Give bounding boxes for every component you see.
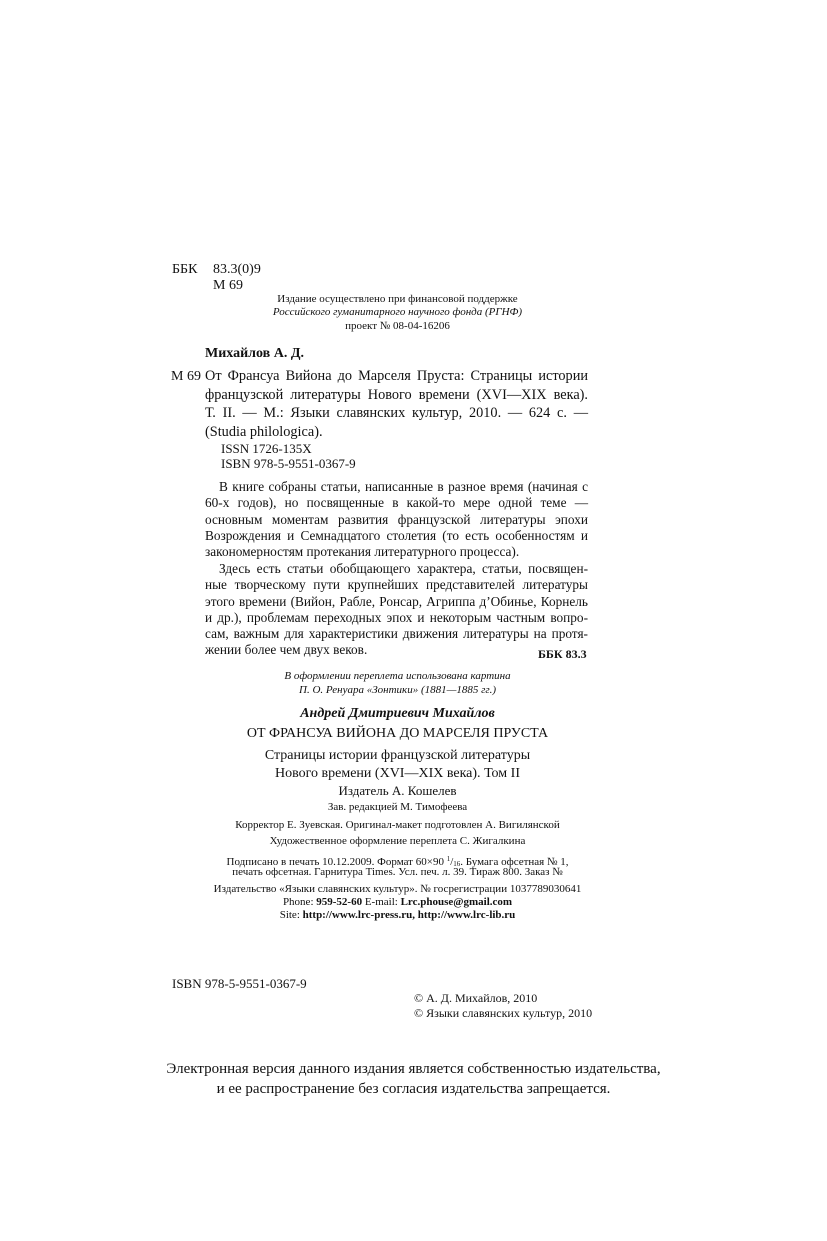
abstract-line: сам, важным для характеристики движения литературы на протя- (205, 626, 588, 642)
site-line (200, 908, 595, 922)
abstract-paragraph-2 (205, 561, 588, 659)
abstract-line: 60-х годов), но посвященные в какой-то мере одной теме — (205, 495, 588, 511)
catalog-line: Т. II. — М.: Языки славянских культур, 2010. — 624 с. — (205, 405, 588, 421)
abstract-line: и др.), проблемам переходных эпох и некоторым частным вопро- (205, 609, 588, 625)
author-heading: Михайлов А. Д. (205, 346, 304, 361)
cover-note-line-1: В оформлении переплета использована картина (284, 670, 511, 682)
catalog-line: французской литературы Нового времени (XVI—XIX века). (205, 386, 588, 403)
isbn: ISBN 978-5-9551-0367-9 (221, 456, 356, 471)
email-label: E-mail: (362, 896, 401, 908)
imprint-title: ОТ ФРАНСУА ВИЙОНА ДО МАРСЕЛЯ ПРУСТА (246, 726, 549, 741)
site-link-2[interactable]: http://www.lrc-lib.ru (417, 909, 516, 921)
fraction-separator: / (450, 856, 454, 868)
funding-line-3: проект № 08-04-16206 (345, 320, 450, 332)
proofreader: Корректор Е. Зуевская. Оригинал-макет подготовлен А. Вигилянской (235, 819, 560, 831)
volume: Том II (484, 766, 520, 781)
abstract-paragraph-1 (205, 479, 588, 560)
bbk-code: 83.3(0)9 (213, 262, 261, 277)
publishing-house: Издательство «Языки славянских культур». № госрегистрации 1037789030641 (213, 883, 582, 895)
site-label: Site: (279, 909, 303, 921)
catalog-mark: М 69 (171, 369, 201, 384)
abstract-line: закономерностям протекания литературного процесса). (205, 544, 520, 560)
print-details-b: . Бумага офсетная № 1, (460, 856, 569, 868)
phone-number: 959-52-60 (316, 896, 363, 908)
email-address[interactable]: Lrc.phouse@gmail.com (400, 896, 513, 908)
print-details-a: Подписано в печать 10.12.2009. Формат 60×90 (226, 856, 447, 868)
cover-design: Художественное оформление переплета С. Жигалкина (269, 835, 526, 847)
imprint-subtitle-1: Страницы истории французской литературы (264, 748, 531, 763)
author-mark: М 69 (213, 278, 243, 293)
imprint-author: Андрей Дмитриевич Михайлов (300, 706, 495, 721)
abstract-line: жении более чем двух веков. (205, 642, 368, 658)
bbk-tag: ББК 83.3 (538, 647, 587, 661)
site-separator: , (412, 909, 418, 921)
fraction-denominator: 16 (453, 860, 461, 868)
footer-isbn: ISBN 978-5-9551-0367-9 (172, 976, 307, 991)
funding-line-1: Издание осуществлено при финансовой поддержке (277, 293, 518, 305)
contact-line (200, 895, 595, 909)
editor: Зав. редакцией М. Тимофеева (327, 801, 468, 813)
cover-note-line-2: П. О. Ренуара «Зонтики» (1881—1885 гг.) (299, 684, 496, 696)
abstract-line: В книге собраны статьи, написанные в разное время (начиная с (219, 479, 588, 494)
publisher: Издатель А. Кошелев (338, 783, 457, 798)
catalog-line: (Studia philologica). (205, 423, 323, 440)
fraction-numerator: 1 (446, 855, 451, 863)
copyright-publisher: © Языки славянских культур, 2010 (414, 1006, 593, 1020)
site-link-1[interactable]: http://www.lrc-press.ru (302, 909, 413, 921)
catalog-entry (205, 367, 588, 441)
funding-line-2: Российского гуманитарного научного фонда (РГНФ) (272, 306, 523, 318)
abstract-line: Здесь есть статьи обобщающего характера, статьи, посвящен- (219, 561, 588, 576)
abstract-line: ные творческому пути крупнейших представителей литературы (205, 577, 588, 593)
bbk-label: ББК (172, 262, 198, 277)
issn: ISSN 1726-135X (221, 441, 312, 456)
phone-label: Phone: (282, 896, 317, 908)
copyright-author: © А. Д. Михайлов, 2010 (414, 991, 538, 1005)
subtitle-period: Нового времени (XVI—XIX века). (275, 766, 481, 781)
notice-line-2: и ее распространение без согласия издательства запрещается. (216, 1081, 611, 1097)
abstract-line: Возрождения и Семнадцатого столетия (то есть особенностям и (205, 527, 588, 543)
abstract-line: этого времени (Вийон, Рабле, Ронсар, Агриппа д’Обинье, Корнель (205, 593, 588, 609)
imprint-subtitle-2 (200, 765, 595, 782)
notice-line-1: Электронная версия данного издания является собственностью издательства, (166, 1061, 661, 1077)
print-details-2: печать офсетная. Гарнитура Times. Усл. печ. л. 39. Тираж 800. Заказ № (232, 866, 563, 878)
catalog-line: От Франсуа Вийона до Марселя Пруста: Страницы истории (205, 368, 588, 384)
abstract-line: основным моментам развития французской литературы эпохи (205, 511, 588, 527)
